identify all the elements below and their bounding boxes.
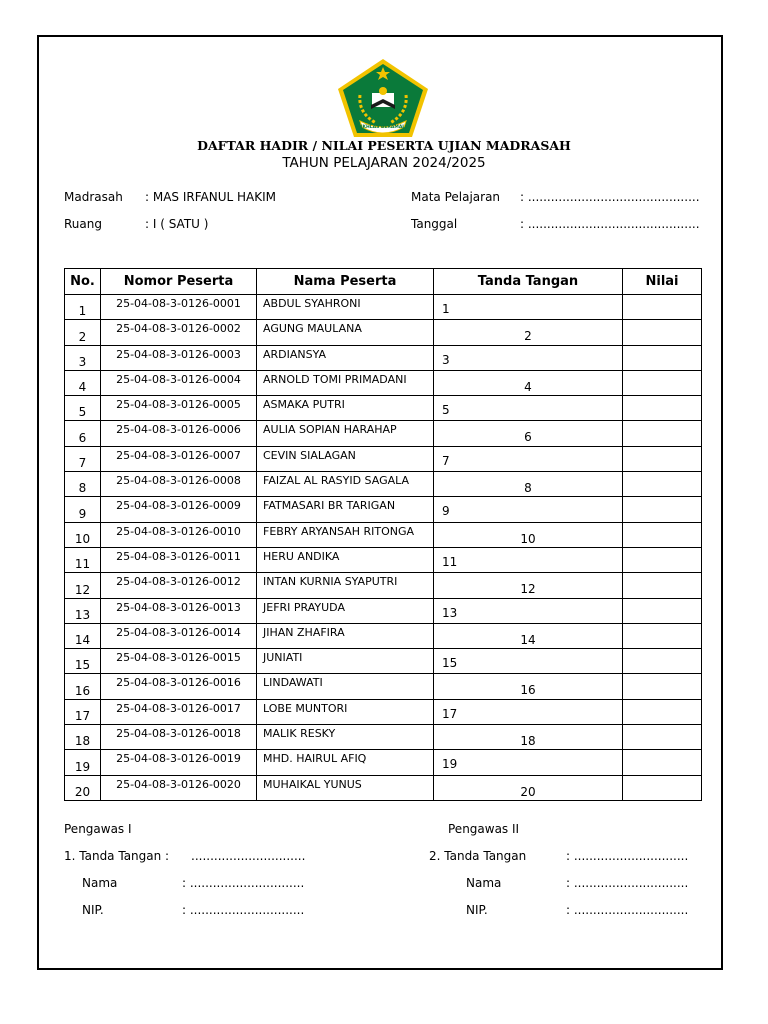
row-number: 17 [65, 699, 101, 724]
nama-peserta: CEVIN SIALAGAN [257, 446, 434, 471]
nomor-peserta: 25-04-08-3-0126-0013 [101, 598, 257, 623]
nilai-cell[interactable] [623, 446, 702, 471]
nilai-cell[interactable] [623, 598, 702, 623]
nomor-peserta: 25-04-08-3-0126-0005 [101, 396, 257, 421]
table-row [65, 320, 702, 345]
tanda-tangan-number: 13 [442, 605, 458, 620]
row-number: 12 [65, 573, 101, 598]
table-row [65, 725, 702, 750]
tanda-tangan-cell[interactable] [434, 421, 623, 446]
row-number: 5 [65, 396, 101, 421]
header-tanda-tangan: Tanda Tangan [434, 269, 623, 295]
tanda-tangan-number: 14 [520, 632, 536, 647]
nilai-cell[interactable] [623, 421, 702, 446]
row-number: 9 [65, 497, 101, 522]
nilai-cell[interactable] [623, 725, 702, 750]
tanda-tangan-cell[interactable] [434, 775, 623, 800]
table-row [65, 775, 702, 800]
pengawas1-title: Pengawas I [64, 822, 132, 836]
nilai-cell[interactable] [623, 547, 702, 572]
table-row [65, 446, 702, 471]
tanda-tangan-number: 8 [524, 481, 532, 496]
header-nilai: Nilai [623, 269, 702, 295]
nama-peserta: FATMASARI BR TARIGAN [257, 497, 434, 522]
table-row [65, 522, 702, 547]
tanda-tangan-number: 19 [442, 757, 458, 772]
row-number: 14 [65, 623, 101, 648]
tanda-tangan-cell[interactable] [434, 295, 623, 320]
tanda-tangan-cell[interactable] [434, 370, 623, 395]
nomor-peserta: 25-04-08-3-0126-0003 [101, 345, 257, 370]
nomor-peserta: 25-04-08-3-0126-0012 [101, 573, 257, 598]
nilai-cell[interactable] [623, 573, 702, 598]
tanda-tangan-number: 12 [520, 582, 536, 597]
tanda-tangan-cell[interactable] [434, 547, 623, 572]
nilai-cell[interactable] [623, 674, 702, 699]
pengawas2-nama-label: Nama [466, 876, 502, 890]
pengawas2-nama-value: : .............................. [566, 876, 689, 890]
nama-peserta: JEFRI PRAYUDA [257, 598, 434, 623]
table-row [65, 497, 702, 522]
nilai-cell[interactable] [623, 699, 702, 724]
tanda-tangan-cell[interactable] [434, 623, 623, 648]
document-subtitle: TAHUN PELAJARAN 2024/2025 [282, 155, 486, 171]
tanda-tangan-number: 2 [524, 329, 532, 344]
nomor-peserta: 25-04-08-3-0126-0001 [101, 295, 257, 320]
row-number: 16 [65, 674, 101, 699]
tanda-tangan-number: 15 [442, 656, 458, 671]
row-number: 4 [65, 370, 101, 395]
tanda-tangan-number: 10 [520, 531, 536, 546]
nama-peserta: LINDAWATI [257, 674, 434, 699]
nilai-cell[interactable] [623, 295, 702, 320]
pengawas1-ttd-label: 1. Tanda Tangan : [64, 849, 170, 863]
table-row [65, 649, 702, 674]
row-number: 2 [65, 320, 101, 345]
tanda-tangan-number: 16 [520, 683, 536, 698]
pengawas2-nip-value: : .............................. [566, 903, 689, 917]
nilai-cell[interactable] [623, 396, 702, 421]
madrasah-value: : MAS IRFANUL HAKIM [145, 190, 276, 204]
nilai-cell[interactable] [623, 345, 702, 370]
nilai-cell[interactable] [623, 750, 702, 775]
nomor-peserta: 25-04-08-3-0126-0007 [101, 446, 257, 471]
document-title: DAFTAR HADIR / NILAI PESERTA UJIAN MADRASAH [197, 138, 571, 153]
header-nama-peserta: Nama Peserta [257, 269, 434, 295]
header-no: No. [65, 269, 101, 295]
nomor-peserta: 25-04-08-3-0126-0015 [101, 649, 257, 674]
madrasah-label: Madrasah [64, 190, 123, 204]
nama-peserta: MHD. HAIRUL AFIQ [257, 750, 434, 775]
header-nomor-peserta: Nomor Peserta [101, 269, 257, 295]
table-row [65, 472, 702, 497]
tanda-tangan-cell[interactable] [434, 497, 623, 522]
nomor-peserta: 25-04-08-3-0126-0020 [101, 775, 257, 800]
table-row [65, 598, 702, 623]
ruang-label: Ruang [64, 217, 102, 231]
nama-peserta: JUNIATI [257, 649, 434, 674]
tanda-tangan-number: 3 [442, 352, 450, 367]
tanda-tangan-number: 6 [524, 430, 532, 445]
pengawas2-title: Pengawas II [448, 822, 520, 836]
table-row [65, 623, 702, 648]
nilai-cell[interactable] [623, 320, 702, 345]
row-number: 18 [65, 725, 101, 750]
nama-peserta: AULIA SOPIAN HARAHAP [257, 421, 434, 446]
tanda-tangan-cell[interactable] [434, 649, 623, 674]
table-row [65, 674, 702, 699]
tanda-tangan-number: 5 [442, 403, 450, 418]
pengawas2-ttd-label: 2. Tanda Tangan [429, 849, 527, 863]
tanda-tangan-cell[interactable] [434, 598, 623, 623]
table-row [65, 295, 702, 320]
nomor-peserta: 25-04-08-3-0126-0010 [101, 522, 257, 547]
nomor-peserta: 25-04-08-3-0126-0017 [101, 699, 257, 724]
nilai-cell[interactable] [623, 370, 702, 395]
table-row [65, 370, 702, 395]
attendance-table [64, 268, 702, 801]
table-header-row [65, 269, 702, 295]
nomor-peserta: 25-04-08-3-0126-0006 [101, 421, 257, 446]
nama-peserta: HERU ANDIKA [257, 547, 434, 572]
nomor-peserta: 25-04-08-3-0126-0019 [101, 750, 257, 775]
pengawas2-nip-label: NIP. [466, 903, 488, 917]
table-row [65, 345, 702, 370]
nama-peserta: FAIZAL AL RASYID SAGALA [257, 472, 434, 497]
nama-peserta: MALIK RESKY [257, 725, 434, 750]
row-number: 13 [65, 598, 101, 623]
tanda-tangan-cell[interactable] [434, 699, 623, 724]
mapel-value: : ............................................. [520, 190, 700, 204]
ruang-value: : I ( SATU ) [145, 217, 209, 231]
nilai-cell[interactable] [623, 775, 702, 800]
row-number: 15 [65, 649, 101, 674]
table-row [65, 750, 702, 775]
row-number: 6 [65, 421, 101, 446]
nama-peserta: ARNOLD TOMI PRIMADANI [257, 370, 434, 395]
pengawas1-nip-label: NIP. [82, 903, 104, 917]
tanda-tangan-cell[interactable] [434, 396, 623, 421]
nama-peserta: LOBE MUNTORI [257, 699, 434, 724]
tanda-tangan-number: 4 [524, 379, 532, 394]
pengawas2-ttd-value: : .............................. [566, 849, 689, 863]
tanda-tangan-number: 1 [442, 302, 450, 316]
nama-peserta: JIHAN ZHAFIRA [257, 623, 434, 648]
nilai-cell[interactable] [623, 649, 702, 674]
nomor-peserta: 25-04-08-3-0126-0002 [101, 320, 257, 345]
row-number: 19 [65, 750, 101, 775]
tanda-tangan-cell[interactable] [434, 522, 623, 547]
row-number: 7 [65, 446, 101, 471]
pengawas1-nip-value: : .............................. [182, 903, 305, 917]
tanggal-label: Tanggal [411, 217, 458, 231]
nomor-peserta: 25-04-08-3-0126-0004 [101, 370, 257, 395]
tanda-tangan-cell[interactable] [434, 320, 623, 345]
nilai-cell[interactable] [623, 497, 702, 522]
tanda-tangan-number: 9 [442, 504, 450, 519]
pengawas1-nama-value: : .............................. [182, 876, 305, 890]
row-number: 20 [65, 775, 101, 800]
kemenag-logo [336, 57, 430, 139]
nama-peserta: ASMAKA PUTRI [257, 396, 434, 421]
tanggal-value: : ............................................. [520, 217, 700, 231]
tanda-tangan-cell[interactable] [434, 345, 623, 370]
nomor-peserta: 25-04-08-3-0126-0008 [101, 472, 257, 497]
row-number: 8 [65, 472, 101, 497]
row-number: 1 [65, 295, 101, 320]
nomor-peserta: 25-04-08-3-0126-0009 [101, 497, 257, 522]
nomor-peserta: 25-04-08-3-0126-0018 [101, 725, 257, 750]
table-row [65, 396, 702, 421]
tanda-tangan-number: 11 [442, 554, 458, 569]
nama-peserta: ARDIANSYA [257, 345, 434, 370]
table-row [65, 547, 702, 572]
table-row [65, 573, 702, 598]
tanda-tangan-cell[interactable] [434, 573, 623, 598]
nilai-cell[interactable] [623, 623, 702, 648]
nomor-peserta: 25-04-08-3-0126-0011 [101, 547, 257, 572]
tanda-tangan-cell[interactable] [434, 750, 623, 775]
nama-peserta: AGUNG MAULANA [257, 320, 434, 345]
pengawas1-nama-label: Nama [82, 876, 118, 890]
nama-peserta: INTAN KURNIA SYAPUTRI [257, 573, 434, 598]
row-number: 3 [65, 345, 101, 370]
tanda-tangan-number: 20 [520, 784, 536, 799]
nilai-cell[interactable] [623, 472, 702, 497]
nomor-peserta: 25-04-08-3-0126-0014 [101, 623, 257, 648]
nama-peserta: ABDUL SYAHRONI [257, 295, 434, 320]
nama-peserta: MUHAIKAL YUNUS [257, 775, 434, 800]
tanda-tangan-cell[interactable] [434, 472, 623, 497]
row-number: 11 [65, 547, 101, 572]
pengawas1-ttd-value: .............................. [191, 849, 306, 863]
table-row [65, 421, 702, 446]
nomor-peserta: 25-04-08-3-0126-0016 [101, 674, 257, 699]
tanda-tangan-number: 17 [442, 706, 458, 721]
tanda-tangan-cell[interactable] [434, 725, 623, 750]
row-number: 10 [65, 522, 101, 547]
logo-motto: IKHLAS BERAMAL [360, 125, 406, 130]
tanda-tangan-cell[interactable] [434, 674, 623, 699]
mapel-label: Mata Pelajaran [411, 190, 501, 204]
tanda-tangan-number: 18 [520, 734, 536, 749]
nama-peserta: FEBRY ARYANSAH RITONGA [257, 522, 434, 547]
table-row [65, 699, 702, 724]
nilai-cell[interactable] [623, 522, 702, 547]
tanda-tangan-cell[interactable] [434, 446, 623, 471]
tanda-tangan-number: 7 [442, 453, 450, 468]
